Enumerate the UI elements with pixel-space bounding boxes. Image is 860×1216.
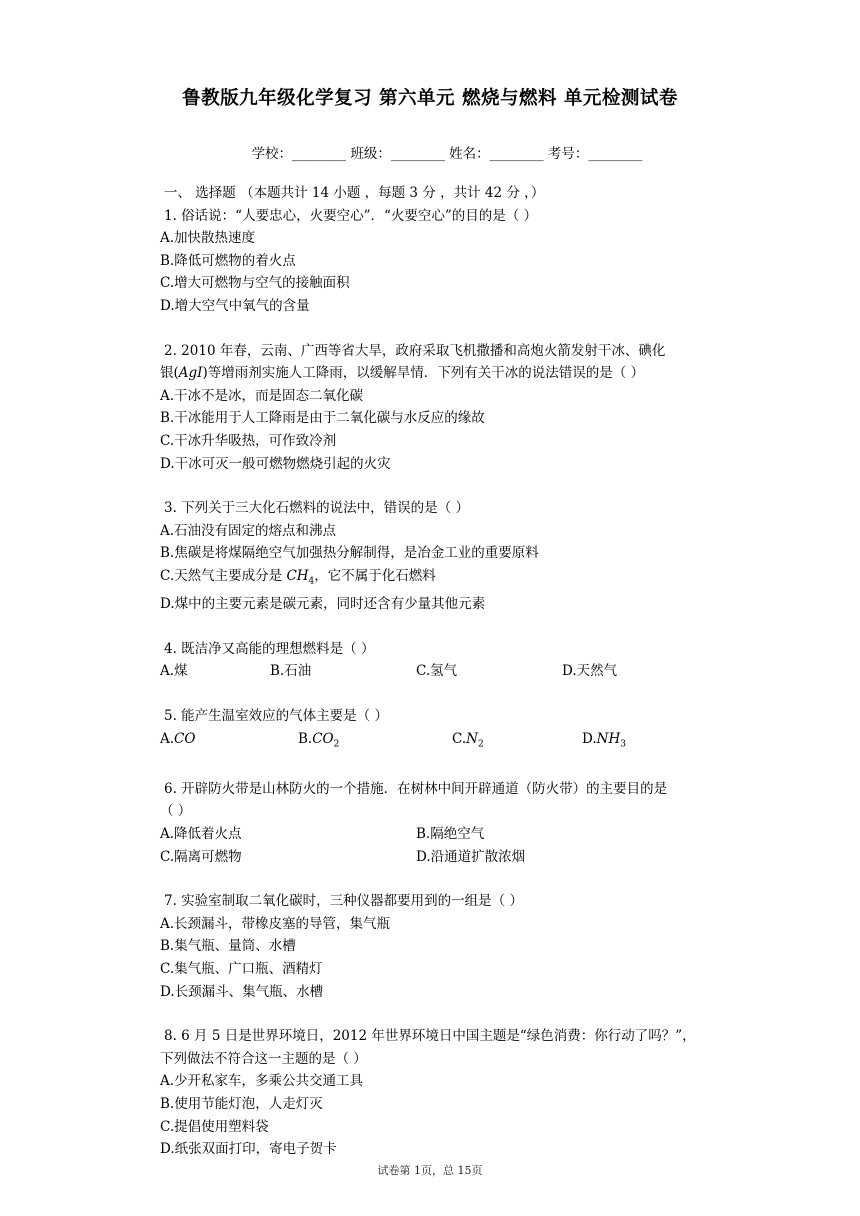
option-a[interactable]: A.降低着火点: [160, 826, 242, 843]
option-d[interactable]: $D.NH_3$: [582, 730, 626, 750]
formula-ch4: $CH_4$: [286, 567, 315, 587]
option-b[interactable]: B.隔绝空气: [416, 826, 485, 843]
option-c[interactable]: C.天然气主要成分是 $CH_4$，它不属于化石燃料: [160, 567, 436, 587]
option-a[interactable]: A.少开私家车，多乘公共交通工具: [160, 1073, 364, 1090]
question-3: [160, 497, 730, 616]
option-a[interactable]: A.CO: [160, 730, 196, 747]
page-title: 鲁教版九年级化学复习 第六单元 燃烧与燃料 单元检测试卷: [182, 88, 678, 109]
formula-agi: AgI: [178, 365, 203, 382]
option-b[interactable]: B.使用节能灯泡，人走灯灭: [160, 1095, 323, 1112]
question-stem: 2. 2010 年春，云南、广西等省大旱，政府采取飞机撒播和高炮火箭发射干冰、碘化: [164, 342, 666, 359]
option-b[interactable]: $B.CO_2$: [298, 730, 340, 750]
question-2: [160, 340, 730, 476]
question-stem: 6. 开辟防火带是山林防火的一个措施．在树林中间开辟通道（防火带）的主要目的是: [164, 780, 668, 797]
option-a[interactable]: A.加快散热速度: [160, 230, 256, 247]
question-stem-continued: 下列做法不符合这一主题的是（ ）: [160, 1050, 367, 1067]
option-b[interactable]: B.集气瓶、量筒、水槽: [160, 938, 296, 955]
option-a[interactable]: A.石油没有固定的熔点和沸点: [160, 522, 337, 539]
option-d[interactable]: D.增大空气中氧气的含量: [160, 297, 310, 314]
question-stem: 1. 俗话说：“人要忠心，火要空心”．“火要空心”的目的是（ ）: [164, 207, 538, 224]
option-c[interactable]: C.氢气: [416, 663, 458, 680]
option-c[interactable]: C.提倡使用塑料袋: [160, 1118, 269, 1135]
option-d[interactable]: D.天然气: [562, 663, 618, 680]
question-1: [160, 205, 730, 318]
option-b[interactable]: B.焦碳是将煤隔绝空气加强热分解制得，是冶金工业的重要原料: [160, 545, 539, 562]
question-stem-continued: 银(AgI)等增雨剂实施人工降雨，以缓解旱情．下列有关干冰的说法错误的是（ ）: [160, 365, 645, 382]
option-c[interactable]: C.干冰升华吸热，可作致冷剂: [160, 432, 337, 449]
question-stem-continued: （ ）: [160, 803, 192, 820]
section-heading: 一、 选择题 （本题共计 14 小题 ，每题 3 分 ，共计 42 分 ，）: [164, 185, 545, 201]
page-footer: 试卷第 1页，总 15页: [377, 1164, 483, 1177]
option-a[interactable]: A.干冰不是冰，而是固态二氧化碳: [160, 387, 364, 404]
question-7: [160, 890, 730, 1003]
question-6: [160, 778, 730, 868]
option-d[interactable]: D.纸张双面打印，寄电子贺卡: [160, 1141, 337, 1158]
student-info-line: 学校：________ 班级：________ 姓名：________ 考号：________: [251, 146, 643, 162]
question-stem: 8. 6 月 5 日是世界环境日，2012 年世界环境日中国主题是“绿色消费：你行动了吗？”，: [164, 1028, 696, 1045]
option-b[interactable]: B.干冰能用于人工降雨是由于二氧化碳与水反应的缘故: [160, 410, 485, 427]
option-b[interactable]: B.石油: [270, 663, 312, 680]
option-c[interactable]: $C.N_2$: [452, 730, 484, 750]
question-stem: 5. 能产生温室效应的气体主要是（ ）: [164, 707, 388, 724]
option-d[interactable]: D.沿通道扩散浓烟: [416, 848, 526, 865]
question-stem: 3. 下列关于三大化石燃料的说法中，错误的是（ ）: [164, 500, 469, 517]
option-d[interactable]: D.干冰可灭一般可燃物燃烧引起的火灾: [160, 455, 391, 472]
exam-content: [160, 182, 730, 1183]
option-a[interactable]: A.长颈漏斗，带橡皮塞的导管，集气瓶: [160, 915, 391, 932]
question-stem: 7. 实验室制取二氧化碳时，三种仪器都要用到的一组是（ ）: [164, 893, 523, 910]
option-c[interactable]: C.集气瓶、广口瓶、酒精灯: [160, 961, 323, 977]
question-8: [160, 1025, 730, 1161]
option-b[interactable]: B.降低可燃物的着火点: [160, 252, 296, 269]
option-d[interactable]: D.煤中的主要元素是碳元素，同时还含有少量其他元素: [160, 596, 486, 613]
question-5: [160, 705, 730, 756]
question-4: [160, 638, 730, 683]
question-stem: 4. 既洁净又高能的理想燃料是（ ）: [164, 640, 375, 657]
option-c[interactable]: C.增大可燃物与空气的接触面积: [160, 275, 350, 292]
option-c[interactable]: C.隔离可燃物: [160, 848, 242, 865]
option-a[interactable]: A.煤: [160, 663, 188, 680]
option-d[interactable]: D.长颈漏斗、集气瓶、水槽: [160, 983, 324, 1000]
